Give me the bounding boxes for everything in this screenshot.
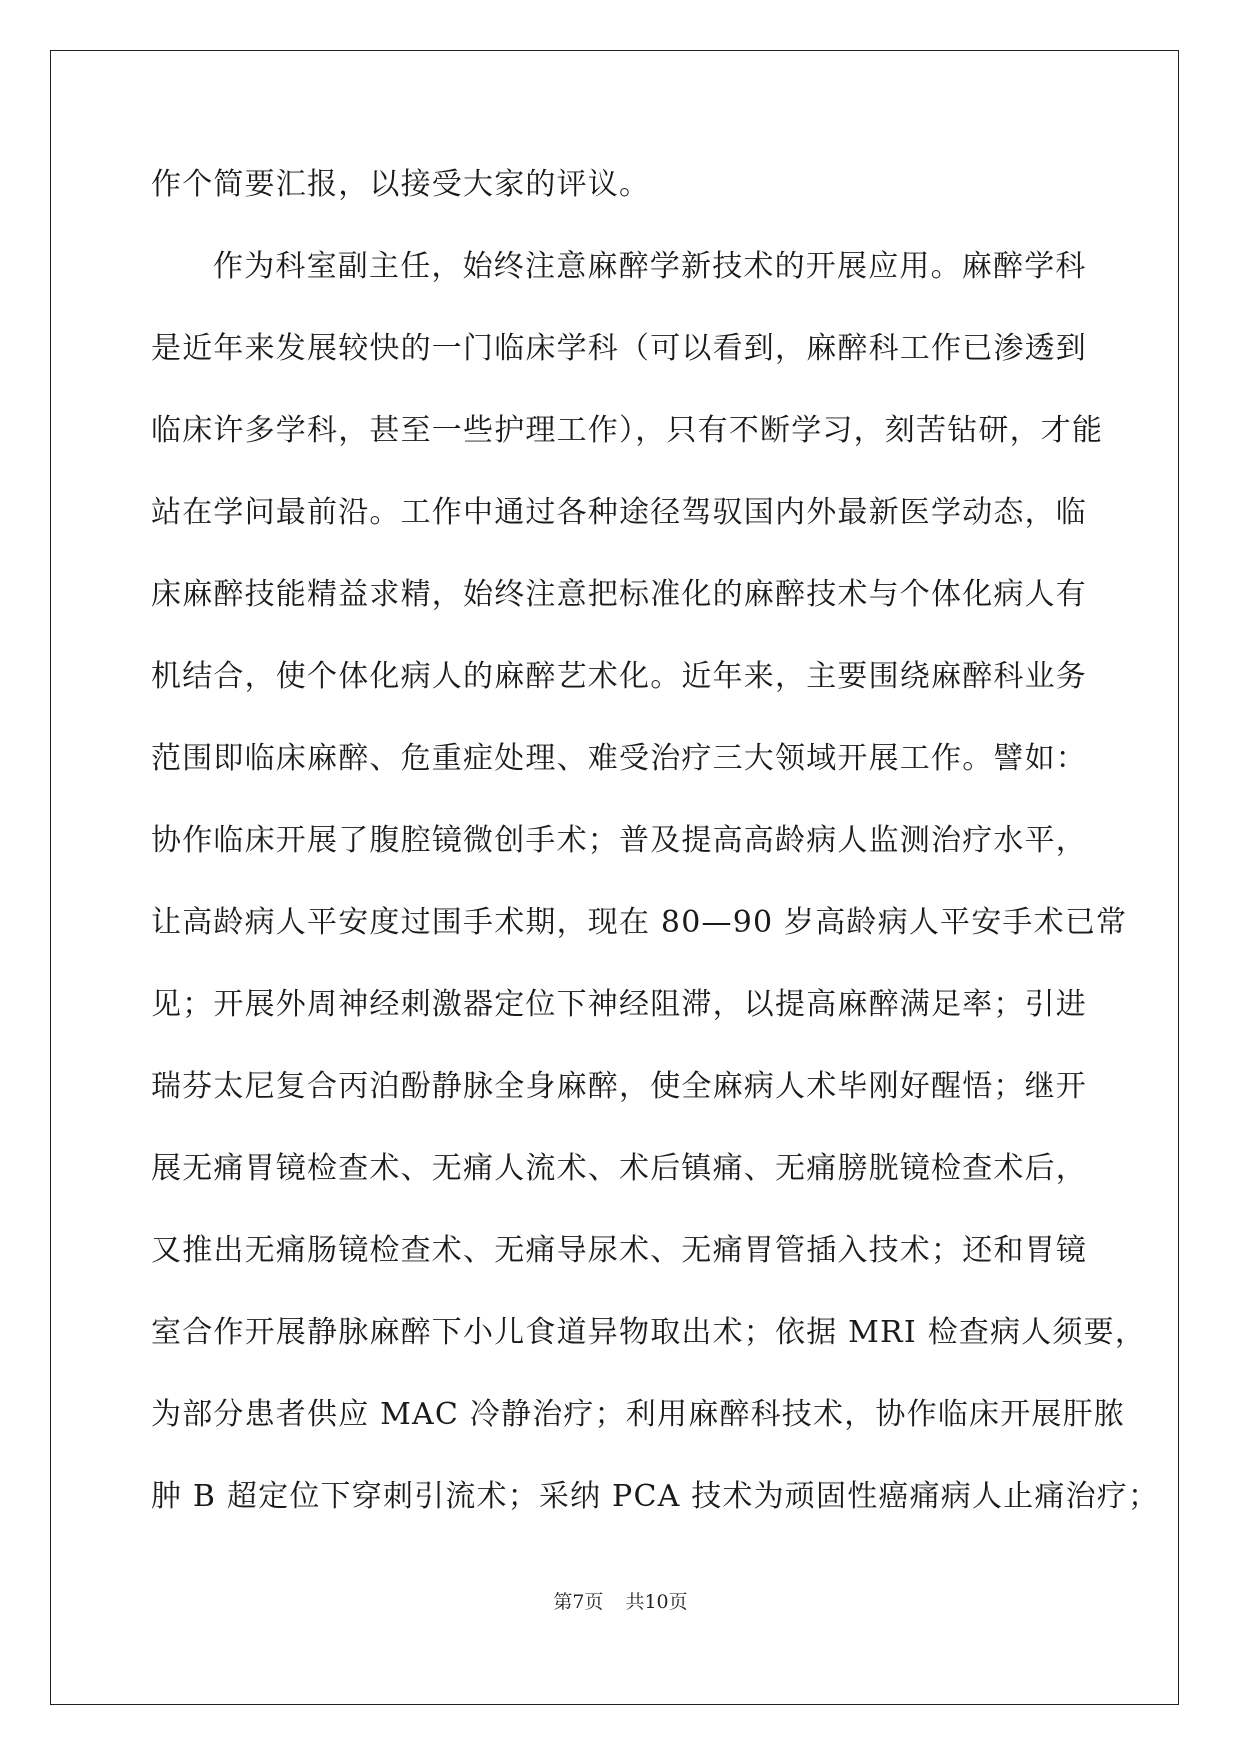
text-line: 室合作开展静脉麻醉下小儿食道异物取出术；依据 MRI 检查病人须要， bbox=[151, 1315, 1147, 1350]
text-line: 又推出无痛肠镜检查术、无痛导尿术、无痛胃管插入技术；还和胃镜 bbox=[151, 1233, 1087, 1268]
text-line: 站在学问最前沿。工作中通过各种途径驾驭国内外最新医学动态，临 bbox=[151, 495, 1087, 530]
page-number: 第7页 bbox=[553, 1591, 604, 1613]
text-line: 肿 B 超定位下穿刺引流术；采纳 PCA 技术为顽固性癌痛病人止痛治疗； bbox=[151, 1479, 1160, 1514]
text-line: 机结合，使个体化病人的麻醉艺术化。近年来，主要围绕麻醉科业务 bbox=[151, 659, 1087, 694]
text-line: 作为科室副主任，始终注意麻醉学新技术的开展应用。麻醉学科 bbox=[213, 249, 1087, 284]
text-line: 见；开展外周神经刺激器定位下神经阻滞，以提高麻醉满足率；引进 bbox=[151, 987, 1087, 1022]
page-total: 共10页 bbox=[625, 1591, 688, 1613]
text-line: 临床许多学科，甚至一些护理工作），只有不断学习，刻苦钻研，才能 bbox=[151, 413, 1104, 448]
document-body bbox=[151, 158, 1160, 1552]
text-line: 是近年来发展较快的一门临床学科（可以看到，麻醉科工作已渗透到 bbox=[151, 331, 1087, 366]
text-line: 瑞芬太尼复合丙泊酚静脉全身麻醉，使全麻病人术毕刚好醒悟；继开 bbox=[151, 1069, 1087, 1104]
text-line: 作个简要汇报，以接受大家的评议。 bbox=[151, 167, 651, 202]
text-line: 范围即临床麻醉、危重症处理、难受治疗三大领域开展工作。譬如： bbox=[151, 741, 1087, 776]
text-line: 床麻醉技能精益求精，始终注意把标准化的麻醉技术与个体化病人有 bbox=[151, 577, 1087, 612]
page-footer bbox=[0, 1588, 1241, 1616]
text-line: 为部分患者供应 MAC 冷静治疗；利用麻醉科技术，协作临床开展肝脓 bbox=[151, 1397, 1126, 1432]
text-line: 展无痛胃镜检查术、无痛人流术、术后镇痛、无痛膀胱镜检查术后， bbox=[151, 1151, 1087, 1186]
text-line: 让高龄病人平安度过围手术期，现在 80—90 岁高龄病人平安手术已常 bbox=[151, 905, 1128, 940]
text-line: 协作临床开展了腹腔镜微创手术；普及提高高龄病人监测治疗水平， bbox=[151, 823, 1087, 858]
